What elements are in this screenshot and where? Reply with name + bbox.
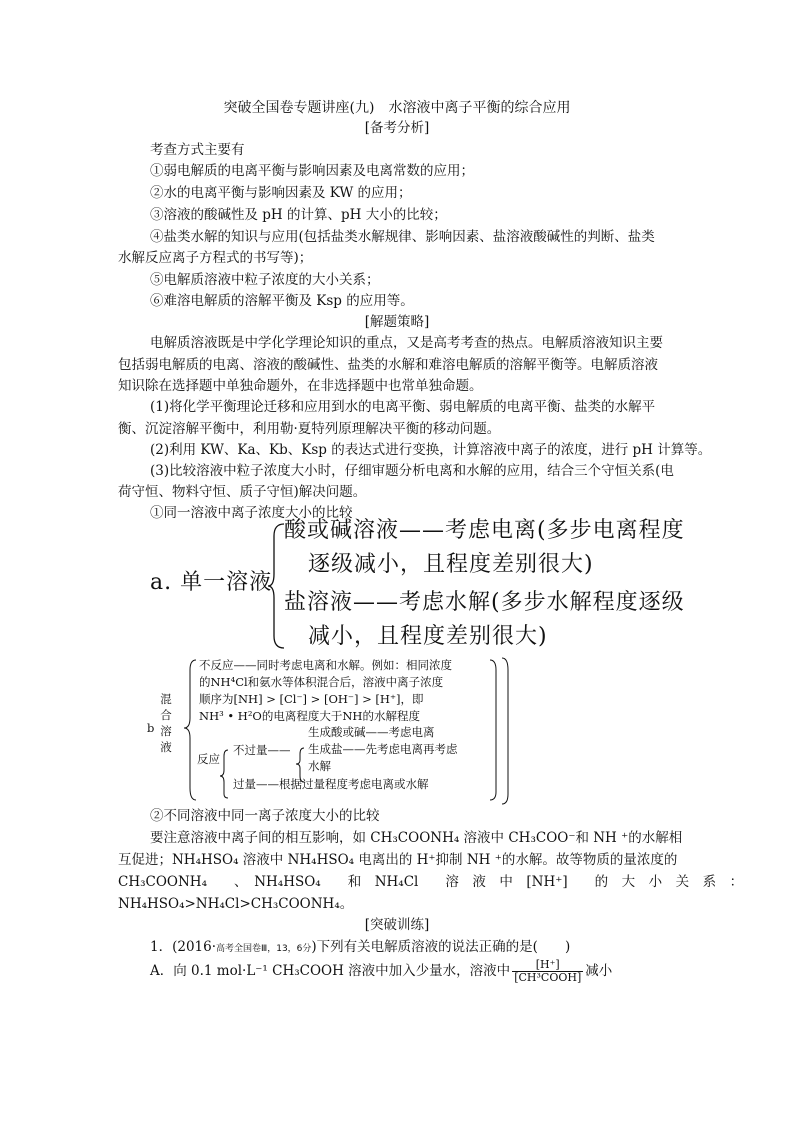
diagram-b-vertical-char: 合 (160, 708, 172, 722)
option-a-fraction (512, 959, 583, 984)
compare-line: 要注意溶液中离子间的相互影响，如 CH₃COONH₄ 溶液中 CH₃COO⁻和 NH ⁺的水解相 (150, 830, 683, 846)
exam-item: ①弱电解质的电离平衡与影响因素及电离常数的应用； (150, 163, 474, 179)
no-reaction-line: NH³ • H²O的电离程度大于NH的水解程度 (199, 709, 420, 723)
strategy-line: (1)将化学平衡理论迁移和应用到水的电离平衡、弱电解质的电离平衡、盐类的水解平 (150, 399, 656, 415)
diagram-b-vertical-char: 混 (160, 692, 172, 706)
question-1-prefix: 1．(2016· (150, 939, 217, 955)
option-a (150, 958, 612, 984)
strategy-line: 包括弱电解质的电离、溶液的酸碱性、盐类的水解和难溶电解质的溶解平衡等。电解质溶液 (118, 357, 658, 373)
document-title: 突破全国卷专题讲座(九) 水溶液中离子平衡的综合应用 (223, 100, 571, 116)
option-a-suffix: 减小 (585, 963, 613, 979)
diagram-b-label: b (147, 721, 155, 735)
question-1-suffix: )下列有关电解质溶液的说法正确的是( ) (311, 939, 571, 955)
no-reaction-line: 不反应——同时考虑电离和水解。例如：相同浓度 (199, 658, 452, 672)
option-a-prefix: A．向 0.1 mol·L⁻¹ CH₃COOH 溶液中加入少量水，溶液中 (150, 963, 511, 979)
diagram-a-line: 盐溶液——考虑水解(多步水解程度逐级 (284, 590, 685, 615)
diagram-a-line: 酸或碱溶液——考虑电离(多步电离程度 (284, 518, 685, 543)
diagram-b-vertical-char: 液 (160, 740, 172, 754)
diagram-a-label: a. 单一溶液 (150, 570, 273, 595)
excess-line: 过量——根据过量程度考虑电离或水解 (233, 777, 429, 791)
section-heading-training: [突破训练] (364, 917, 430, 933)
question-1-source: 高考全国卷Ⅲ，13，6分 (216, 944, 312, 954)
exam-item: 水解反应离子方程式的书写等)； (118, 250, 313, 266)
compare-line: CH₃COONH₄ 、 NH₄HSO₄ 和 NH₄Cl 溶 液 中 [NH⁺] 的 大 小 关 系 ： (118, 874, 744, 890)
diagram-a-line: 逐级减小，且程度差别很大) (308, 552, 594, 577)
strategy-line: (3)比较溶液中粒子浓度大小时，仔细审题分析电离和水解的应用，结合三个守恒关系(电 (150, 463, 674, 479)
no-reaction-line: 顺序为[NH] > [Cl⁻] > [OH⁻] > [H⁺]，即 (199, 692, 424, 706)
strategy-line: 衡、沉淀溶解平衡中，利用勒·夏特列原理解决平衡的移动问题。 (118, 421, 501, 437)
compare-title: ②不同溶液中同一离子浓度大小的比较 (150, 808, 380, 824)
question-1 (150, 937, 570, 959)
compare-line: NH₄HSO₄>NH₄Cl>CH₃COONH₄。 (118, 896, 354, 912)
strategy-line: ①同一溶液中离子浓度大小的比较 (150, 505, 353, 521)
salt-line: 水解 (308, 759, 331, 773)
exam-intro: 考查方式主要有 (150, 142, 245, 158)
section-heading-analysis: [备考分析] (364, 120, 430, 136)
no-reaction-line: 的NH⁴Cl和氨水等体积混合后，溶液中离子浓度 (199, 675, 444, 689)
exam-item: ⑥难溶电解质的溶解平衡及 Ksp 的应用等。 (150, 293, 414, 309)
salt-line: 生成盐——先考虑电离再考虑 (308, 742, 458, 756)
diagram-b-vertical-char: 溶 (160, 724, 172, 738)
not-excess-label: 不过量—— (233, 743, 291, 757)
exam-item: ②水的电离平衡与影响因素及 KW 的应用； (150, 185, 412, 201)
strategy-line: 荷守恒、物料守恒、质子守恒)解决问题。 (118, 484, 367, 500)
strategy-line: 电解质溶液既是中学化学理论知识的重点，又是高考考查的热点。电解质溶液知识主要 (150, 335, 663, 351)
diagram-a-line: 减小，且程度差别很大) (308, 624, 548, 649)
reaction-label: 反应 (197, 752, 220, 766)
strategy-line: (2)利用 KW、Ka、Kb、Ksp 的表达式进行变换，计算溶液中离子的浓度，进行 pH 计算等。 (150, 442, 712, 458)
compare-line: 互促进；NH₄HSO₄ 溶液中 NH₄HSO₄ 电离出的 H⁺抑制 NH ⁺的水解。故等物质的量浓度的 (118, 852, 678, 868)
strategy-line: 知识除在选择题中单独命题外，在非选择题中也常单独命题。 (118, 378, 483, 394)
section-heading-strategy: [解题策略] (364, 314, 430, 330)
fraction-denominator: [CH³COOH] (514, 971, 582, 984)
fraction-numerator: [H⁺] (512, 959, 583, 972)
exam-item: ⑤电解质溶液中粒子浓度的大小关系； (150, 272, 380, 288)
exam-item: ④盐类水解的知识与应用(包括盐类水解规律、影响因素、盐溶液酸碱性的判断、盐类 (150, 229, 655, 245)
exam-item: ③溶液的酸碱性及 pH 的计算、pH 大小的比较； (150, 207, 447, 223)
acid-base-line: 生成酸或碱——考虑电离 (308, 725, 435, 739)
